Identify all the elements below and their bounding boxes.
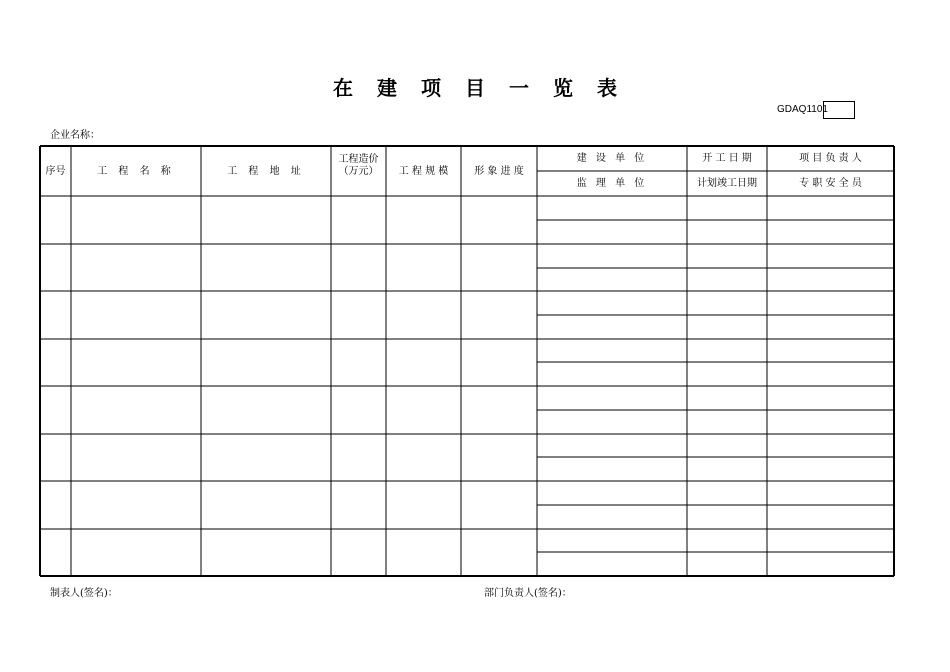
header-scale: 工 程 规 模 [398,166,449,177]
header-cost-line1: 工程造价 [338,154,379,165]
header-start-date: 开 工 日 期 [702,153,752,164]
prepared-by-label: 制表人(签名)： [50,588,118,599]
header-progress: 形 象 进 度 [474,166,524,177]
header-safety-officer: 专 职 安 全 员 [799,178,862,189]
form-code: GDAQ1101 [777,104,828,115]
page-title: 在建项目一览表 [333,76,641,100]
header-cost-line2: （万元） [338,166,379,177]
header-construction-unit: 建 设 单 位 [576,153,648,164]
company-name-label: 企业名称： [50,130,100,141]
header-project-name: 工 程 名 称 [97,166,175,177]
header-project-address: 工 程 地 址 [227,166,305,177]
header-planned-completion: 计划竣工日期 [697,178,757,189]
header-project-manager: 项 目 负 责 人 [799,153,862,164]
dept-head-label: 部门负责人(签名)： [484,588,572,599]
header-seq: 序号 [45,166,66,177]
header-supervision-unit: 监 理 单 位 [576,178,648,189]
